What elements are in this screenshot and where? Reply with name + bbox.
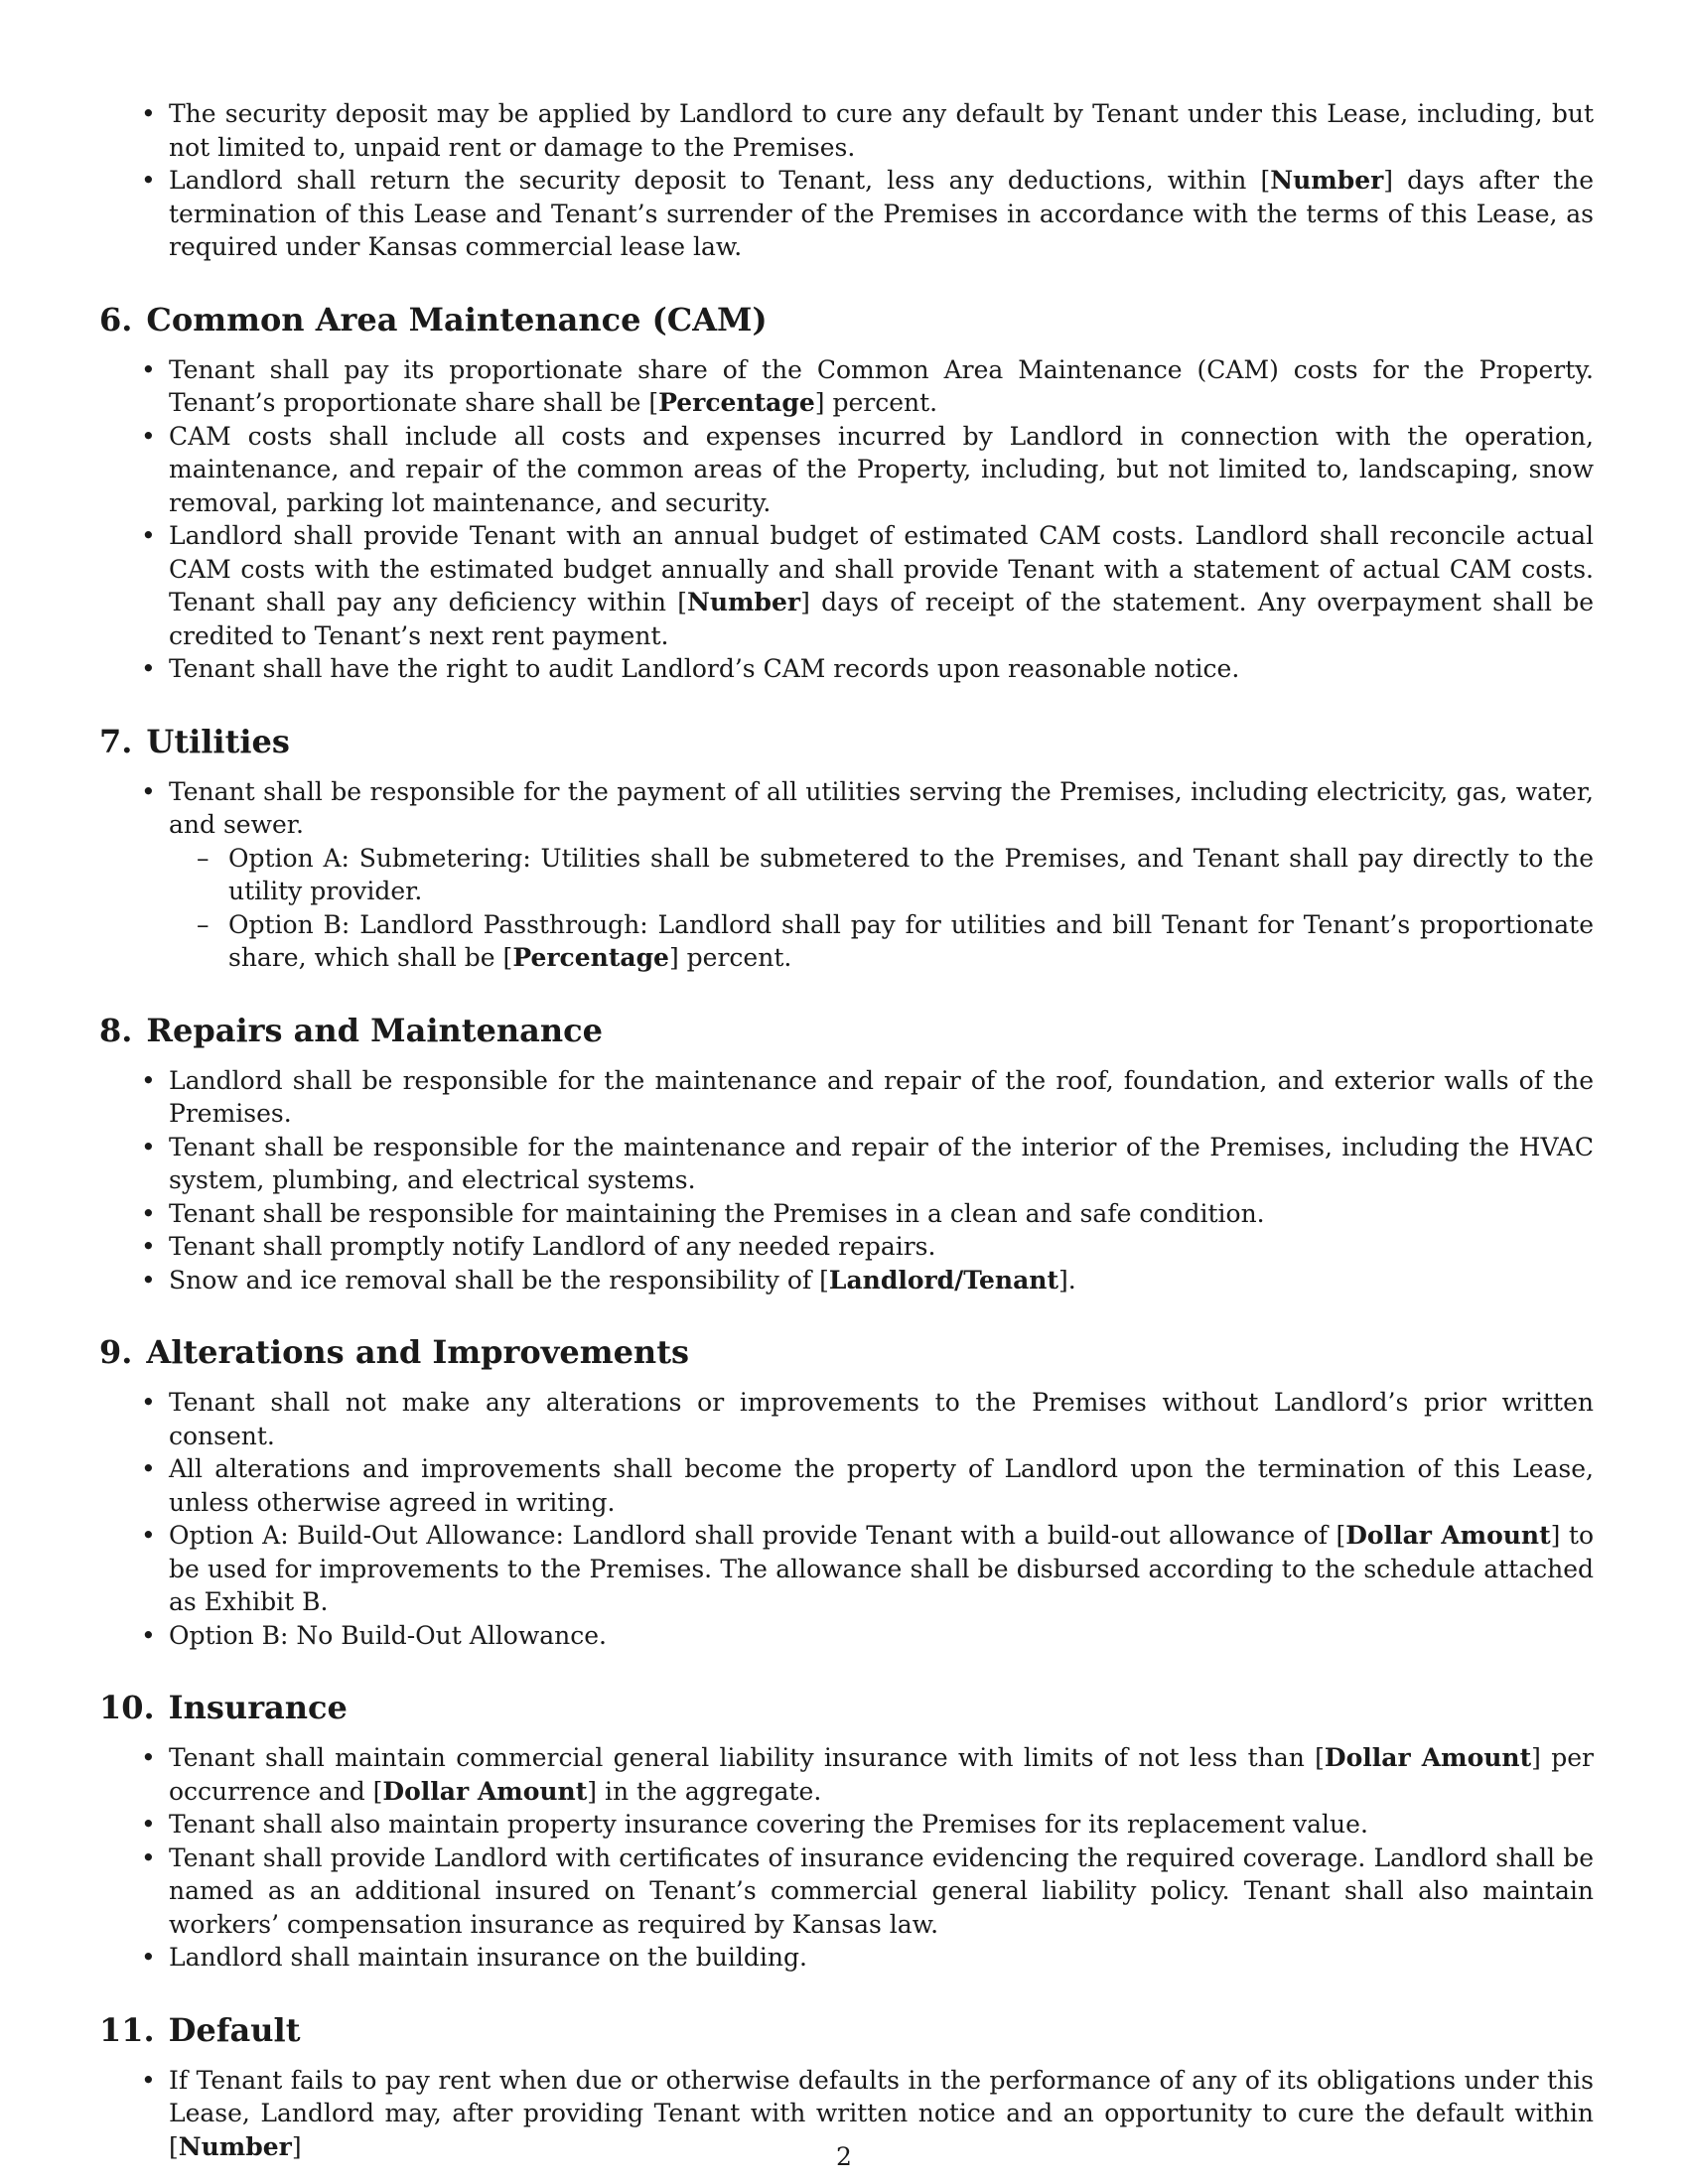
utilities-list: [99, 775, 1594, 975]
list-item: • Tenant shall be responsible for maintaining the Premises in a clean and safe condition.: [99, 1197, 1594, 1231]
list-item: • Option B: No Build-Out Allowance.: [99, 1619, 1594, 1653]
list-item: • All alterations and improvements shall become the property of Landlord upon the termination of this Lease, unless otherwise agreed in writing.: [99, 1452, 1594, 1519]
cam-list: [99, 353, 1594, 686]
page-content: [99, 97, 1594, 2163]
section-heading-utilities: 7. Utilities: [99, 722, 290, 760]
list-item: • Landlord shall return the security deposit to Tenant, less any deductions, within [Number] days after the termination of this Lease and Tenant’s surrender of the Premises in accordance with the terms of this Lease, as required under Kansas commercial lease law.: [99, 164, 1594, 264]
section-heading-insurance: 10. Insurance: [99, 1689, 348, 1726]
list-item: • If Tenant fails to pay rent when due or otherwise defaults in the performance of any of its obligations under this Lease, Landlord may, after providing Tenant with written notice and an opportunity to cure the default within [Number]: [99, 2064, 1594, 2164]
list-item: • Tenant shall be responsible for the payment of all utilities serving the Premises, including electricity, gas, water, and sewer. – Option A: Submetering: Utilities shall be submetered to the Premises, and Tenant shall pay directly to the utility provider. – Option B: Landlord Passthrough: Landlord shall pay for utilities and bill Tenant for Tenant’s proportionate share, which shall be [Percentage] percent.: [99, 775, 1594, 975]
page-number: 2: [836, 2142, 852, 2171]
list-item: • Tenant shall promptly notify Landlord of any needed repairs.: [99, 1230, 1594, 1264]
list-item: • Landlord shall be responsible for the maintenance and repair of the roof, foundation, and exterior walls of the Premises.: [99, 1064, 1594, 1131]
alterations-list: [99, 1386, 1594, 1652]
list-item: • The security deposit may be applied by Landlord to cure any default by Tenant under this Lease, including, but not limited to, unpaid rent or damage to the Premises.: [99, 97, 1594, 164]
insurance-list: [99, 1741, 1594, 1975]
list-item: • Tenant shall be responsible for the maintenance and repair of the interior of the Premises, including the HVAC system, plumbing, and electrical systems.: [99, 1131, 1594, 1197]
list-item: • Tenant shall provide Landlord with certificates of insurance evidencing the required coverage. Landlord shall be named as an additional insured on Tenant’s commercial general liability policy. Tenant shall also maintain workers’ compensation insurance as required by Kansas law.: [99, 1842, 1594, 1942]
list-item: • Tenant shall pay its proportionate share of the Common Area Maintenance (CAM) costs for the Property. Tenant’s proportionate share shall be [Percentage] percent.: [99, 353, 1594, 420]
section-heading-default: 11. Default: [99, 2010, 301, 2049]
list-item: • Tenant shall also maintain property insurance covering the Premises for its replacement value.: [99, 1808, 1594, 1842]
list-item: • Tenant shall have the right to audit Landlord’s CAM records upon reasonable notice.: [99, 652, 1594, 686]
list-item: • Landlord shall provide Tenant with an annual budget of estimated CAM costs. Landlord shall reconcile actual CAM costs with the estimated budget annually and shall provide Tenant with a statement of actual CAM costs. Tenant shall pay any deficiency within [Number] days of receipt of the statement. Any overpayment shall be credited to Tenant’s next rent payment.: [99, 519, 1594, 652]
security-deposit-list: [99, 97, 1594, 264]
section-heading-repairs: 8. Repairs and Maintenance: [99, 1011, 603, 1049]
utilities-options: [169, 842, 1594, 975]
list-item: • Tenant shall maintain commercial general liability insurance with limits of not less than [Dollar Amount] per occurrence and [Dollar Amount] in the aggregate.: [99, 1741, 1594, 1808]
sub-list-item: – Option A: Submetering: Utilities shall be submetered to the Premises, and Tenant shall pay directly to the utility provider.: [169, 842, 1594, 908]
repairs-list: [99, 1064, 1594, 1297]
sub-list-item: – Option B: Landlord Passthrough: Landlord shall pay for utilities and bill Tenant for Tenant’s proportionate share, which shall be [Percentage] percent.: [169, 908, 1594, 975]
list-item: • CAM costs shall include all costs and expenses incurred by Landlord in connection with the operation, maintenance, and repair of the common areas of the Property, including, but not limited to, landscaping, snow removal, parking lot maintenance, and security.: [99, 420, 1594, 520]
list-item: • Option A: Build-Out Allowance: Landlord shall provide Tenant with a build-out allowance of [Dollar Amount] to be used for improvements to the Premises. The allowance shall be disbursed according to the schedule attached as Exhibit B.: [99, 1519, 1594, 1619]
list-item: • Tenant shall not make any alterations or improvements to the Premises without Landlord’s prior written consent.: [99, 1386, 1594, 1452]
section-heading-cam: 6. Common Area Maintenance (CAM): [99, 300, 768, 339]
list-item: • Snow and ice removal shall be the responsibility of [Landlord/Tenant].: [99, 1264, 1594, 1297]
section-heading-alterations: 9. Alterations and Improvements: [99, 1333, 689, 1371]
list-item: • Landlord shall maintain insurance on the building.: [99, 1941, 1594, 1975]
